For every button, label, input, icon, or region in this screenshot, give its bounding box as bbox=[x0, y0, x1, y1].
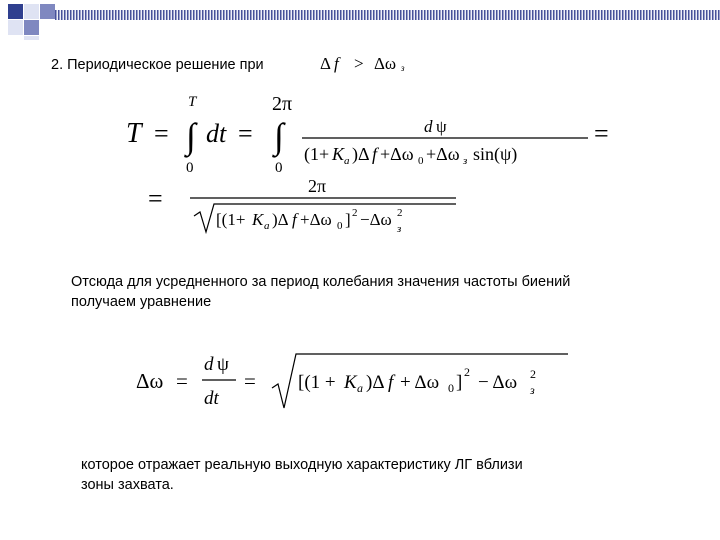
svg-text:(1+: (1+ bbox=[304, 144, 330, 164]
svg-text:+Δω: +Δω bbox=[300, 210, 332, 229]
deco-square bbox=[24, 4, 39, 19]
svg-text:Δω: Δω bbox=[136, 369, 164, 393]
svg-text:)Δ: )Δ bbox=[272, 210, 289, 229]
svg-text:2: 2 bbox=[530, 367, 536, 381]
explanation-paragraph bbox=[71, 272, 711, 312]
condition-formula bbox=[318, 51, 428, 82]
svg-text:f: f bbox=[372, 144, 378, 164]
paragraph-line: зоны захвата. bbox=[81, 477, 174, 493]
svg-text:Δ: Δ bbox=[320, 54, 331, 73]
svg-text:T: T bbox=[126, 118, 142, 149]
section-heading: 2. Периодическое решение при bbox=[51, 57, 264, 73]
deco-square bbox=[8, 20, 23, 35]
period-formula bbox=[118, 92, 628, 245]
svg-text:2: 2 bbox=[352, 207, 358, 219]
svg-text:dt: dt bbox=[206, 119, 227, 148]
svg-text:f: f bbox=[334, 54, 339, 73]
svg-text:+Δω: +Δω bbox=[426, 144, 460, 164]
svg-text:=: = bbox=[176, 369, 188, 393]
paragraph-line: которое отражает реальную выходную характеристику ЛГ вблизи bbox=[81, 457, 523, 473]
svg-text:2: 2 bbox=[397, 207, 403, 219]
svg-text:]: ] bbox=[456, 372, 463, 393]
paragraph-line: получаем уравнение bbox=[71, 294, 212, 310]
svg-text:0: 0 bbox=[448, 381, 454, 395]
svg-text:dt: dt bbox=[204, 388, 219, 409]
svg-text:K: K bbox=[332, 144, 345, 164]
svg-text:∫: ∫ bbox=[274, 116, 284, 156]
svg-text:K: K bbox=[344, 372, 357, 393]
svg-text:з: з bbox=[397, 223, 402, 235]
svg-text:2π: 2π bbox=[272, 93, 293, 115]
svg-text:)Δ: )Δ bbox=[352, 144, 370, 164]
svg-text:Δω: Δω bbox=[374, 54, 397, 73]
svg-text:з: з bbox=[401, 63, 405, 73]
svg-text:K: K bbox=[252, 210, 264, 229]
svg-text:f: f bbox=[292, 210, 297, 229]
svg-text:0: 0 bbox=[418, 155, 424, 167]
conclusion-paragraph bbox=[81, 455, 681, 495]
svg-text:T: T bbox=[188, 94, 197, 110]
svg-text:)Δ: )Δ bbox=[366, 372, 385, 393]
svg-text:f: f bbox=[388, 372, 394, 393]
svg-text:0: 0 bbox=[275, 160, 283, 176]
svg-text:0: 0 bbox=[337, 220, 343, 232]
svg-text:ψ: ψ bbox=[217, 354, 229, 375]
svg-text:=: = bbox=[238, 119, 253, 148]
svg-text:з: з bbox=[463, 155, 468, 167]
svg-text:>: > bbox=[354, 54, 364, 73]
deco-striped-bar bbox=[55, 10, 720, 20]
deco-square bbox=[24, 36, 39, 40]
svg-text:ψ: ψ bbox=[436, 117, 447, 136]
svg-text:0: 0 bbox=[186, 160, 194, 176]
svg-text:]: ] bbox=[345, 210, 351, 229]
svg-text:2π: 2π bbox=[308, 176, 327, 196]
svg-text:=: = bbox=[154, 119, 169, 148]
svg-text:=: = bbox=[244, 369, 256, 393]
svg-text:sin(ψ): sin(ψ) bbox=[473, 144, 518, 164]
svg-text:+ Δω: + Δω bbox=[400, 372, 440, 393]
svg-text:a: a bbox=[344, 155, 350, 167]
svg-text:∫: ∫ bbox=[186, 116, 196, 156]
svg-text:[(1 +: [(1 + bbox=[298, 372, 336, 393]
paragraph-line: Отсюда для усредненного за период колебания значения частоты биений bbox=[71, 274, 571, 290]
svg-text:d: d bbox=[424, 117, 433, 136]
svg-text:d: d bbox=[204, 354, 214, 375]
svg-text:−Δω: −Δω bbox=[360, 210, 392, 229]
svg-text:+Δω: +Δω bbox=[380, 144, 414, 164]
svg-text:[(1+: [(1+ bbox=[216, 210, 246, 229]
beat-frequency-formula bbox=[132, 346, 582, 421]
deco-square bbox=[8, 4, 23, 19]
deco-square bbox=[40, 4, 55, 19]
svg-text:− Δω: − Δω bbox=[478, 372, 518, 393]
svg-text:a: a bbox=[357, 381, 363, 395]
svg-text:2: 2 bbox=[464, 365, 470, 379]
svg-text:з: з bbox=[530, 383, 535, 397]
decorative-header bbox=[0, 0, 720, 40]
svg-text:a: a bbox=[264, 220, 270, 232]
svg-text:=: = bbox=[594, 119, 609, 148]
svg-text:=: = bbox=[148, 184, 163, 213]
deco-square bbox=[24, 20, 39, 35]
